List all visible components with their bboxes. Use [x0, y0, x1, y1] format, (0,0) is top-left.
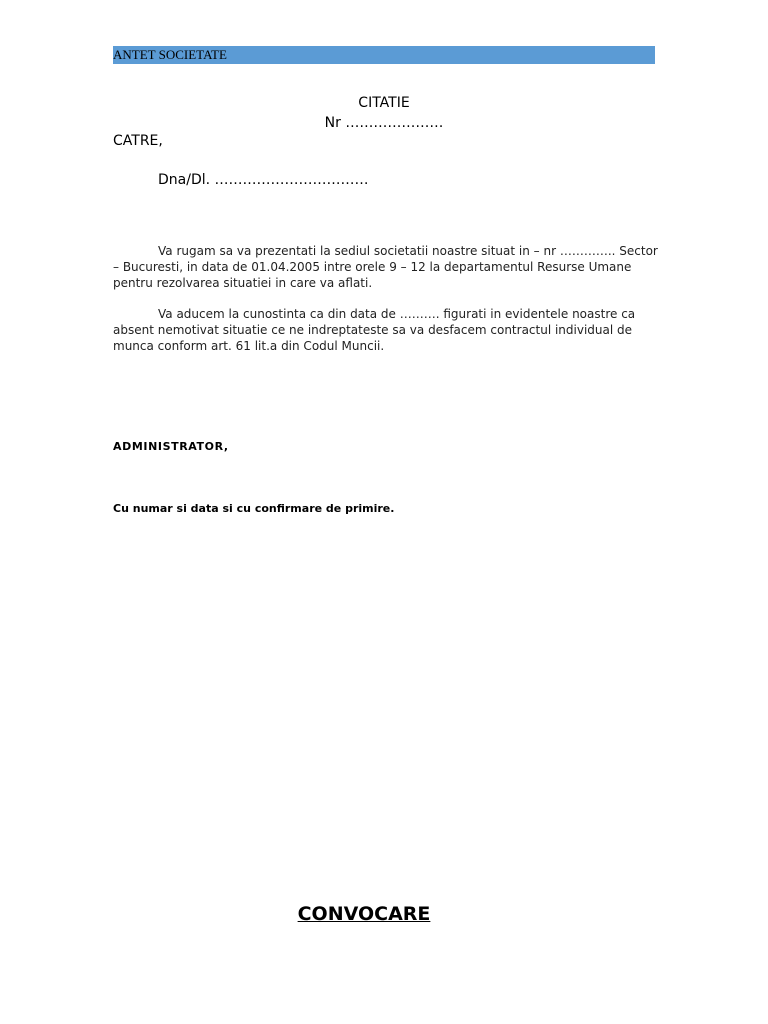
- document-title: CITATIE: [358, 95, 410, 111]
- company-header-bar: [113, 46, 655, 64]
- signatory-label: ADMINISTRATOR,: [113, 440, 229, 453]
- addressee-label: CATRE,: [113, 133, 163, 149]
- body-paragraph-summons: Va rugam sa va prezentati la sediul societatii noastre situat in – nr ………….. Sector – Bucuresti, in data de 01.04.2005 intre orele 9 – 12 la departamentul Resurse Umane pentru rezolvarea situatiei in care va aflati.: [113, 244, 658, 290]
- next-section-title: CONVOCARE: [297, 903, 431, 925]
- document-number-line: Nr …………………: [324, 115, 444, 131]
- company-header-text: ANTET SOCIETATE: [113, 47, 227, 62]
- recipient-line: Dna/Dl. ……………………………: [158, 172, 369, 188]
- body-paragraph-absence: Va aducem la cunostinta ca din data de ………. figurati in evidentele noastre ca absent nemotivat situatie ce ne indreptateste sa va desfacem contractul individual de munca conform art. 61 lit.a din Codul Muncii.: [113, 307, 636, 353]
- delivery-note: Cu numar si data si cu confirmare de primire.: [113, 502, 395, 515]
